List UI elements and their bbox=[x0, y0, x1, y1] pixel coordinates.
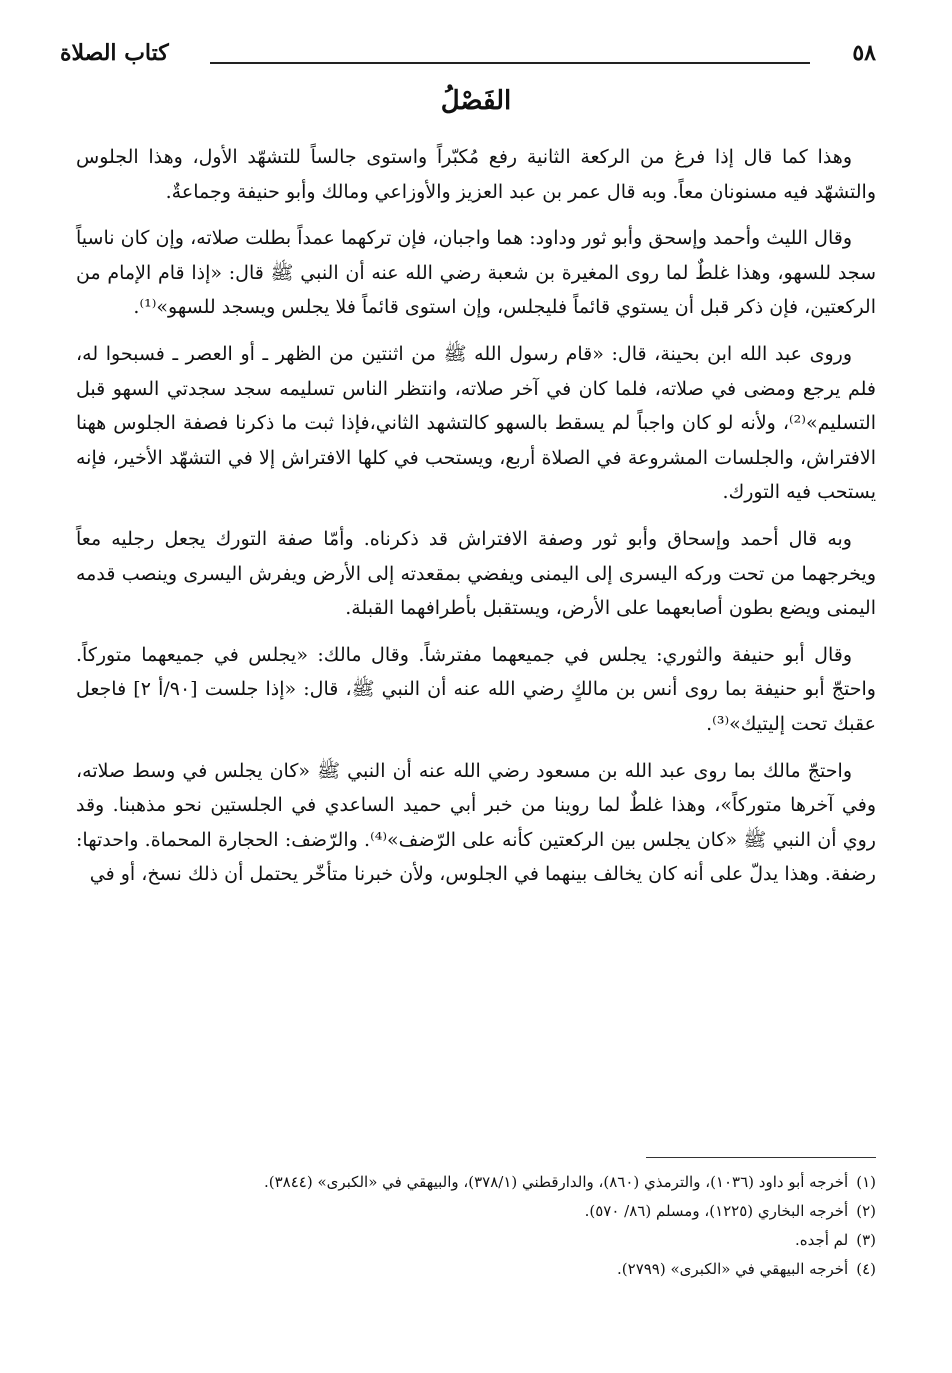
paragraph: وبه قال أحمد وإسحاق وأبو ثور وصفة الافتراش قد ذكرناه. وأمّا صفة التورك يجعل رجليه معاً ويخرجهما من تحت وركه اليسرى إلى اليمنى ويفضي بمقعدته إلى الأرض ويفرش اليسرى وينصب قدمه اليمنى ويضع بطون أصابعهما على الأرض، ويستقبل بأطرافهما القبلة. bbox=[76, 527, 876, 620]
running-title: كتاب الصلاة bbox=[60, 40, 169, 66]
footnote bbox=[76, 1255, 876, 1284]
footnotes bbox=[76, 1168, 876, 1284]
paragraph: وقال الليث وأحمد وإسحق وأبو ثور وداود: هما واجبان، فإن تركهما عمداً بطلت صلاته، وإن كان ناسياً سجد للسهو، وهذا غلطٌ لما روى المغيرة بن شعبة رضي الله عنه أن النبي ﷺ قال: «إذا قام الإمام من الركعتين، فإن ذكر قبل أن يستوي قائماً فليجلس، وإن استوى قائماً فلا يجلس ويسجد للسهو»⁽¹⁾. bbox=[76, 227, 876, 319]
footnote-number: (١) bbox=[856, 1173, 876, 1191]
footnote-text: أخرجه البيهقي في «الكبرى» (٢٧٩٩). bbox=[617, 1260, 849, 1278]
paragraph: وروى عبد الله ابن بحينة، قال: «قام رسول الله ﷺ من اثنتين من الظهر ـ أو العصر ـ فسبحوا له، فلم يرجع ومضى في صلاته، فلما كان في آخر صلاته، وانتظر الناس تسليمه سجد سجدتي السهو قبل التسليم»⁽²⁾، ولأنه لو كان واجباً لم يسقط بالسهو كالتشهد الثاني،فإذا ثبت ما ذكرنا فصفة الجلوس ههنا الافتراش، والجلسات المشروعة في الصلاة أربع، ويستحب في كلها الافتراش إلا في التشهّد الأخير، فإنه يستحب فيه التورك. bbox=[76, 342, 876, 504]
chapter-title: الفَصْلُ bbox=[440, 86, 512, 116]
footnote-number: (٣) bbox=[856, 1231, 876, 1249]
footnote bbox=[76, 1197, 876, 1226]
footnote bbox=[76, 1168, 876, 1197]
header-rule bbox=[210, 62, 810, 64]
body-text bbox=[76, 140, 876, 904]
paragraph: واحتجّ مالك بما روى عبد الله بن مسعود رضي الله عنه أن النبي ﷺ «كان يجلس في وسط صلاته، وفي آخرها متوركاً»، وهذا غلطٌ لما روينا من خبر أبي حميد الساعدي في الجلستين نحو مذهبنا. وقد روي أن النبي ﷺ «كان يجلس بين الركعتين كأنه على الرّضف»⁽⁴⁾. والرّضف: الحجارة المحماة. واحدتها: رضفة. وهذا يدلّ على أنه كان يخالف بينهما في الجلوس، ولأن خبرنا متأخّر يحتمل أن ذلك نسخ، أو في bbox=[76, 759, 876, 886]
paragraph: وهذا كما قال إذا فرغ من الركعة الثانية رفع مُكبّراً واستوى جالساً للتشهّد الأول، وهذا الجلوس والتشهّد فيه مسنونان معاً. وبه قال عمر بن عبد العزيز والأوزاعي ومالك وأبو حنيفة وجماعةٌ. bbox=[76, 146, 876, 203]
footnote-text: أخرجه البخاري (١٢٢٥)، ومسلم (٨٦/ ٥٧٠). bbox=[584, 1202, 849, 1220]
paragraph: وقال أبو حنيفة والثوري: يجلس في جميعهما مفترشاً. وقال مالك: «يجلس في جميعهما متوركاً. واحتجّ أبو حنيفة بما روى أنس بن مالكٍ رضي الله عنه أن النبي ﷺ، قال: «إذا جلست [٩٠/أ ٢] فاجعل عقبك تحت إليتيك»⁽³⁾. bbox=[76, 643, 876, 735]
page-header bbox=[60, 34, 876, 74]
footnote-number: (٢) bbox=[856, 1202, 876, 1220]
page-number: ٥٨ bbox=[852, 40, 876, 66]
footnote-text: لم أجده. bbox=[794, 1231, 849, 1249]
footnote-number: (٤) bbox=[856, 1260, 876, 1278]
footnote-separator bbox=[646, 1157, 876, 1158]
footnote bbox=[76, 1226, 876, 1255]
footnote-text: أخرجه أبو داود (١٠٣٦)، والترمذي (٨٦٠)، والدارقطني (٣٧٨/١)، والبيهقي في «الكبرى» (٣٨٤٤). bbox=[263, 1173, 849, 1191]
